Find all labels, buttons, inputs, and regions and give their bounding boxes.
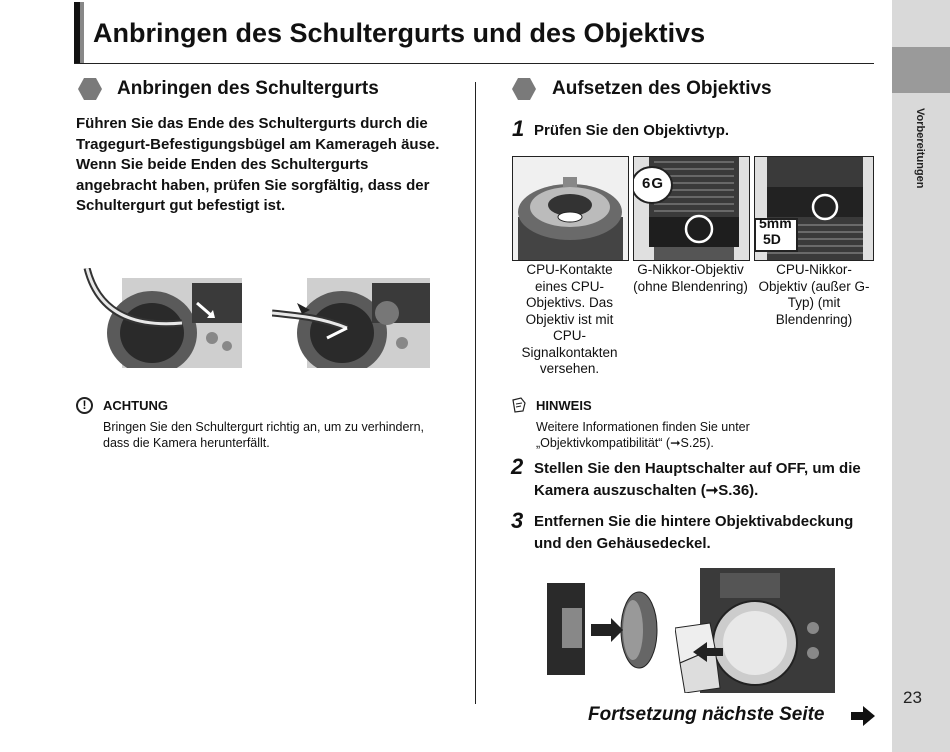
page-number: 23 (903, 688, 922, 707)
note-icon (511, 397, 527, 413)
title-underline (74, 63, 874, 64)
caption-cpu-contacts: CPU-Kontakte eines CPU-Objektivs. Das Objektiv ist mit CPU-Signalkontakten versehen. (521, 262, 618, 376)
arrow-right-icon (850, 705, 876, 727)
strap-photo-1 (82, 268, 242, 368)
cpu-lens-mark-top: 5mm (759, 215, 792, 231)
caution-text: Bringen Sie den Schultergurt richtig an, um zu verhindern, dass die Kamera herunterfällt. (103, 420, 425, 450)
step-number-3: 3 (511, 508, 524, 533)
cpu-lens-mark-bottom: 5D (763, 231, 781, 247)
g-nikkor-lens-photo (633, 156, 750, 261)
caption-g-nikkor: G-Nikkor-Objektiv (ohne Blendenring) (633, 262, 748, 294)
continuation-text: Fortsetzung nächste Seite (588, 704, 825, 725)
step-text-3: Entfernen Sie die hintere Objektivabdeckung und den Gehäusedeckel. (534, 513, 854, 552)
g-lens-mark: 6G (642, 175, 665, 192)
title-accent-bar-shade (80, 2, 84, 63)
body-cap-photo (675, 568, 835, 693)
caution-label: ACHTUNG (103, 398, 168, 413)
note-label: HINWEIS (536, 398, 592, 413)
section-heading-lens: Aufsetzen des Objektivs (552, 78, 772, 99)
caution-icon: ! (76, 397, 93, 414)
strap-instructions: Führen Sie das Ende des Schultergurts durch die Tragegurt-Befestigungsbügel am Kamerageh äuse. Wenn Sie beide Enden des Schultergurts angebracht haben, prüfen Sie sorgfältig, dass der Schultergurt gut befestigt ist. (76, 115, 440, 214)
step-number-1: 1 (512, 116, 525, 141)
chapter-tab-label: Vorbereitungen (914, 108, 926, 189)
chapter-tab (892, 47, 950, 93)
step-number-2: 2 (511, 454, 524, 479)
step-text-2: Stellen Sie den Hauptschalter auf OFF, um die Kamera auszuschalten (➞S.36). (534, 460, 861, 499)
caption-cpu-nikkor: CPU-Nikkor-Objektiv (außer G-Typ) (mit Blendenring) (758, 262, 870, 327)
cpu-contacts-photo (512, 156, 629, 261)
note-text: Weitere Informationen finden Sie unter „Objektivkompatibilität“ (➞S.25). (536, 420, 750, 450)
rear-lens-cap-photo (547, 578, 662, 680)
section-hexagon-icon (512, 78, 536, 100)
column-divider (475, 82, 476, 704)
page-title: Anbringen des Schultergurts und des Objektivs (93, 18, 706, 48)
section-heading-strap: Anbringen des Schultergurts (117, 78, 379, 99)
section-hexagon-icon (78, 78, 102, 100)
step-text-1: Prüfen Sie den Objektivtyp. (534, 122, 730, 139)
cpu-nikkor-lens-photo (754, 156, 874, 261)
strap-photo-2 (272, 268, 430, 368)
